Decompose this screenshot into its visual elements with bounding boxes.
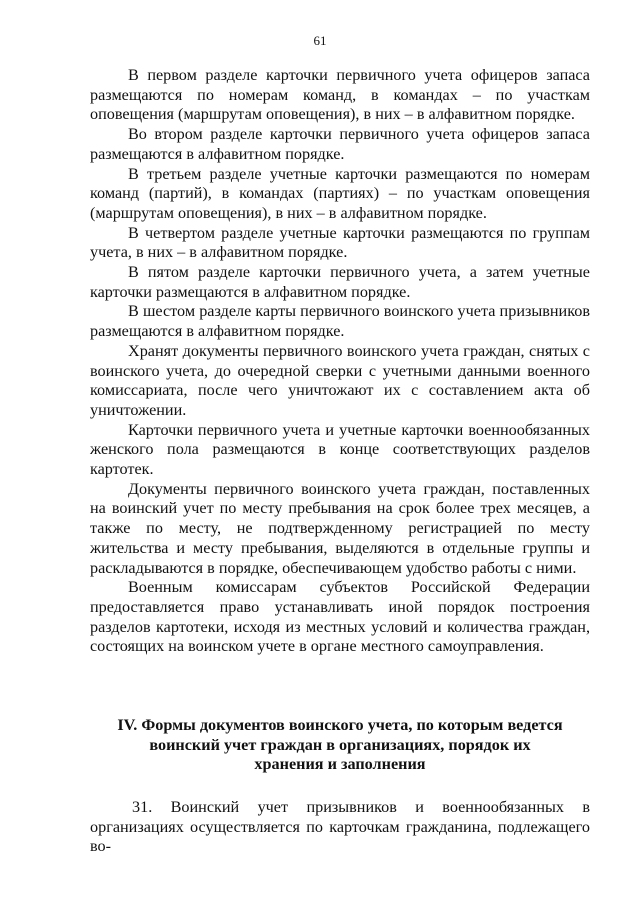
paragraph-6: В шестом разделе карты первичного воинского учета призывников размещаются в алфавитном порядке. — [90, 302, 590, 341]
paragraph-5: В пятом разделе карточки первичного учета, а затем учетные карточки размещаются в алфавитном порядке. — [90, 263, 590, 301]
section-heading-line-1: IV. Формы документов воинского учета, по которым ведется — [117, 716, 563, 734]
paragraph-3: В третьем разделе учетные карточки размещаются по номерам команд (партий), в командах (партиях) – по участкам оповещения (маршрутам оповещения), в них – в алфавитном порядке. — [90, 164, 590, 222]
paragraph-2: Во втором разделе карточки первичного учета офицеров запаса размещаются в алфавитном порядке. — [90, 125, 590, 163]
paragraph-9: Документы первичного воинского учета граждан, поставленных на воинский учет по месту пребывания на срок более трех месяцев, а также по месту, не подтвержденному регистрацией по месту жительства и месту пребывания, выделяются в отдельные группы и раскладываются в порядке, обеспечивающем удобство работы с ними. — [90, 479, 590, 577]
page-number: 61 — [313, 33, 327, 48]
paragraph-7: Хранят документы первичного воинского учета граждан, снятых с воинского учета, до очередной сверки с учетными данными военного комиссариата, после чего уничтожают их с составлением акта об уничтожении. — [90, 341, 590, 419]
section-heading — [90, 716, 590, 775]
paragraph-1: В первом разделе карточки первичного учета офицеров запаса размещаются по номерам команд, в командах – по участкам оповещения (маршрутам оповещения), в них – в алфавитном порядке. — [90, 66, 590, 124]
body-text — [90, 66, 590, 657]
paragraph-4: В четвертом разделе учетные карточки размещаются по группам учета, в них – в алфавитном порядке. — [90, 223, 590, 262]
final-paragraph-block — [90, 798, 590, 857]
paragraph-8: Карточки первичного учета и учетные карточки военнообязанных женского пола размещаются в конце соответствующих разделов картотек. — [90, 420, 590, 479]
paragraph-10: Военным комиссарам субъектов Российской Федерации предоставляется право устанавливать иной порядок построения разделов картотеки, исходя из местных условий и количества граждан, состоящих на воинском учете в органе местного самоуправления. — [90, 578, 590, 656]
section-heading-line-2: воинский учет граждан в организациях, порядок их — [149, 735, 531, 754]
section-heading-line-3: хранения и заполнения — [254, 755, 426, 774]
paragraph-31: 31. Воинский учет призывников и военнообязанных в организациях осуществляется по карточкам гражданина, подлежащего во- — [90, 798, 590, 856]
